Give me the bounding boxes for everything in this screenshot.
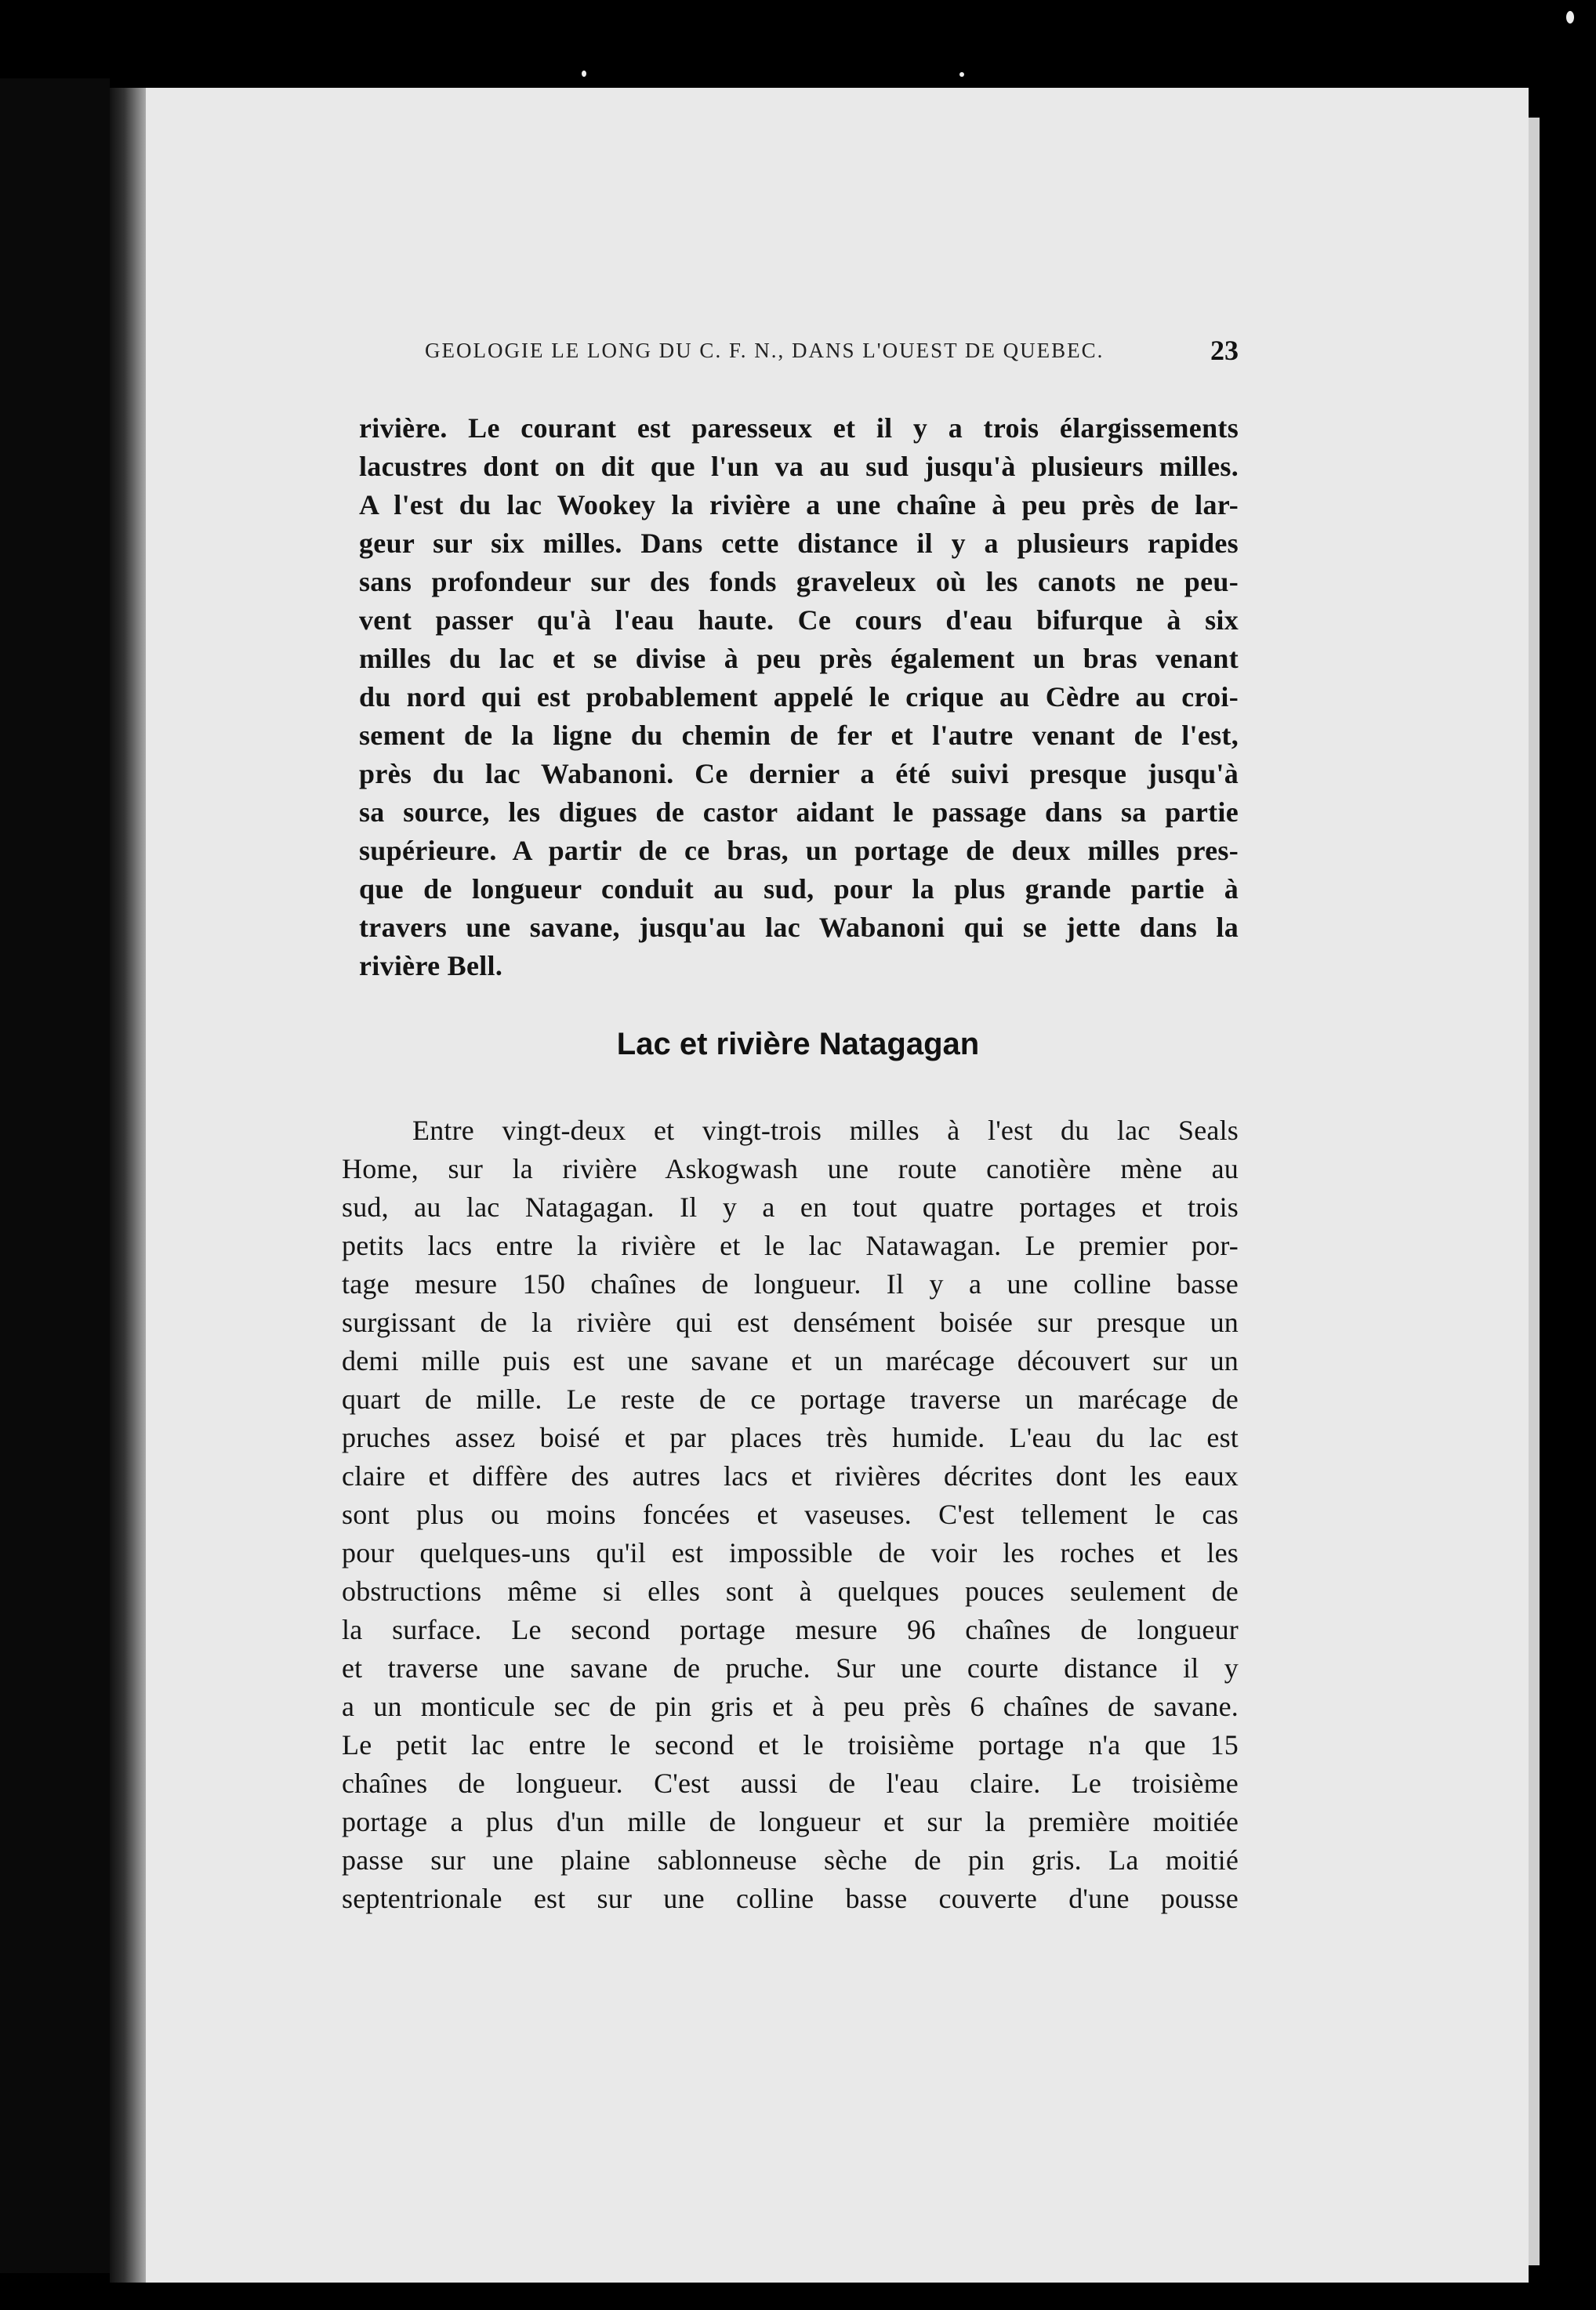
facing-page-edge <box>0 78 110 2273</box>
text-line: claire et diffère des autres lacs et rivières décrites dont les eaux <box>342 1460 1239 1492</box>
paragraph-natagagan <box>342 1111 1239 1918</box>
text-line: Home, sur la rivière Askogwash une route canotière mène au <box>342 1153 1239 1184</box>
text-line: petits lacs entre la rivière et le lac Natawagan. Le premier por- <box>342 1230 1239 1261</box>
text-line: quart de mille. Le reste de ce portage traverse un marécage de <box>342 1383 1239 1415</box>
page-binding-shadow <box>110 88 146 2283</box>
text-line: lacustres dont on dit que l'un va au sud jusqu'à plusieurs milles. <box>359 451 1239 482</box>
scan-speck <box>1566 11 1574 24</box>
text-line: pour quelques-uns qu'il est impossible de voir les roches et les <box>342 1537 1239 1568</box>
page-number: 23 <box>1210 335 1239 366</box>
text-line: septentrionale est sur une colline basse couverte d'une pousse <box>342 1883 1239 1914</box>
text-line: a un monticule sec de pin gris et à peu près 6 chaînes de savane. <box>342 1691 1239 1722</box>
scan-speck <box>959 72 964 77</box>
text-line: du nord qui est probablement appelé le crique au Cèdre au croi- <box>359 681 1239 713</box>
text-line: milles du lac et se divise à peu près également un bras venant <box>359 643 1239 674</box>
text-line: tage mesure 150 chaînes de longueur. Il y a une colline basse <box>342 1268 1239 1300</box>
text-line: chaînes de longueur. C'est aussi de l'eau claire. Le troisième <box>342 1768 1239 1799</box>
text-line: pruches assez boisé et par places très humide. L'eau du lac est <box>342 1422 1239 1453</box>
text-line: rivière. Le courant est paresseux et il y a trois élargissements <box>359 412 1239 444</box>
scan-speck <box>582 71 586 77</box>
text-line: rivière Bell. <box>359 950 503 981</box>
text-line: sement de la ligne du chemin de fer et l'autre venant de l'est, <box>359 720 1239 751</box>
text-line: sa source, les digues de castor aidant le passage dans sa partie <box>359 796 1239 828</box>
text-line: surgissant de la rivière qui est densément boisée sur presque un <box>342 1307 1239 1338</box>
text-line: la surface. Le second portage mesure 96 chaînes de longueur <box>342 1614 1239 1645</box>
text-line: sud, au lac Natagagan. Il y a en tout quatre portages et trois <box>342 1191 1239 1223</box>
text-line: A l'est du lac Wookey la rivière a une chaîne à peu près de lar- <box>359 489 1239 520</box>
text-line: portage a plus d'un mille de longueur et sur la première moitiée <box>342 1806 1239 1837</box>
text-line: près du lac Wabanoni. Ce dernier a été suivi presque jusqu'à <box>359 758 1239 789</box>
text-line: supérieure. A partir de ce bras, un portage de deux milles pres- <box>359 835 1239 866</box>
paragraph-continued <box>359 409 1239 985</box>
text-line: que de longueur conduit au sud, pour la plus grande partie à <box>359 873 1239 905</box>
text-line: vent passer qu'à l'eau haute. Ce cours d'eau bifurque à six <box>359 604 1239 636</box>
text-line: Entre vingt-deux et vingt-trois milles à l'est du lac Seals <box>412 1115 1239 1146</box>
text-line: et traverse une savane de pruche. Sur une courte distance il y <box>342 1652 1239 1684</box>
text-line: Le petit lac entre le second et le troisième portage n'a que 15 <box>342 1729 1239 1761</box>
section-heading: Lac et rivière Natagagan <box>616 1027 980 1061</box>
text-line: demi mille puis est une savane et un marécage découvert sur un <box>342 1345 1239 1376</box>
text-line: sans profondeur sur des fonds graveleux où les canots ne peu- <box>359 566 1239 597</box>
running-header: GEOLOGIE LE LONG DU C. F. N., DANS L'OUEST DE QUEBEC. <box>425 339 1105 362</box>
text-line: travers une savane, jusqu'au lac Wabanoni qui se jette dans la <box>359 912 1239 943</box>
page-right-edge <box>1529 118 1540 2265</box>
text-line: sont plus ou moins foncées et vaseuses. C'est tellement le cas <box>342 1499 1239 1530</box>
text-line: passe sur une plaine sablonneuse sèche de pin gris. La moitié <box>342 1844 1239 1876</box>
text-line: obstructions même si elles sont à quelques pouces seulement de <box>342 1576 1239 1607</box>
text-line: geur sur six milles. Dans cette distance il y a plusieurs rapides <box>359 528 1239 559</box>
